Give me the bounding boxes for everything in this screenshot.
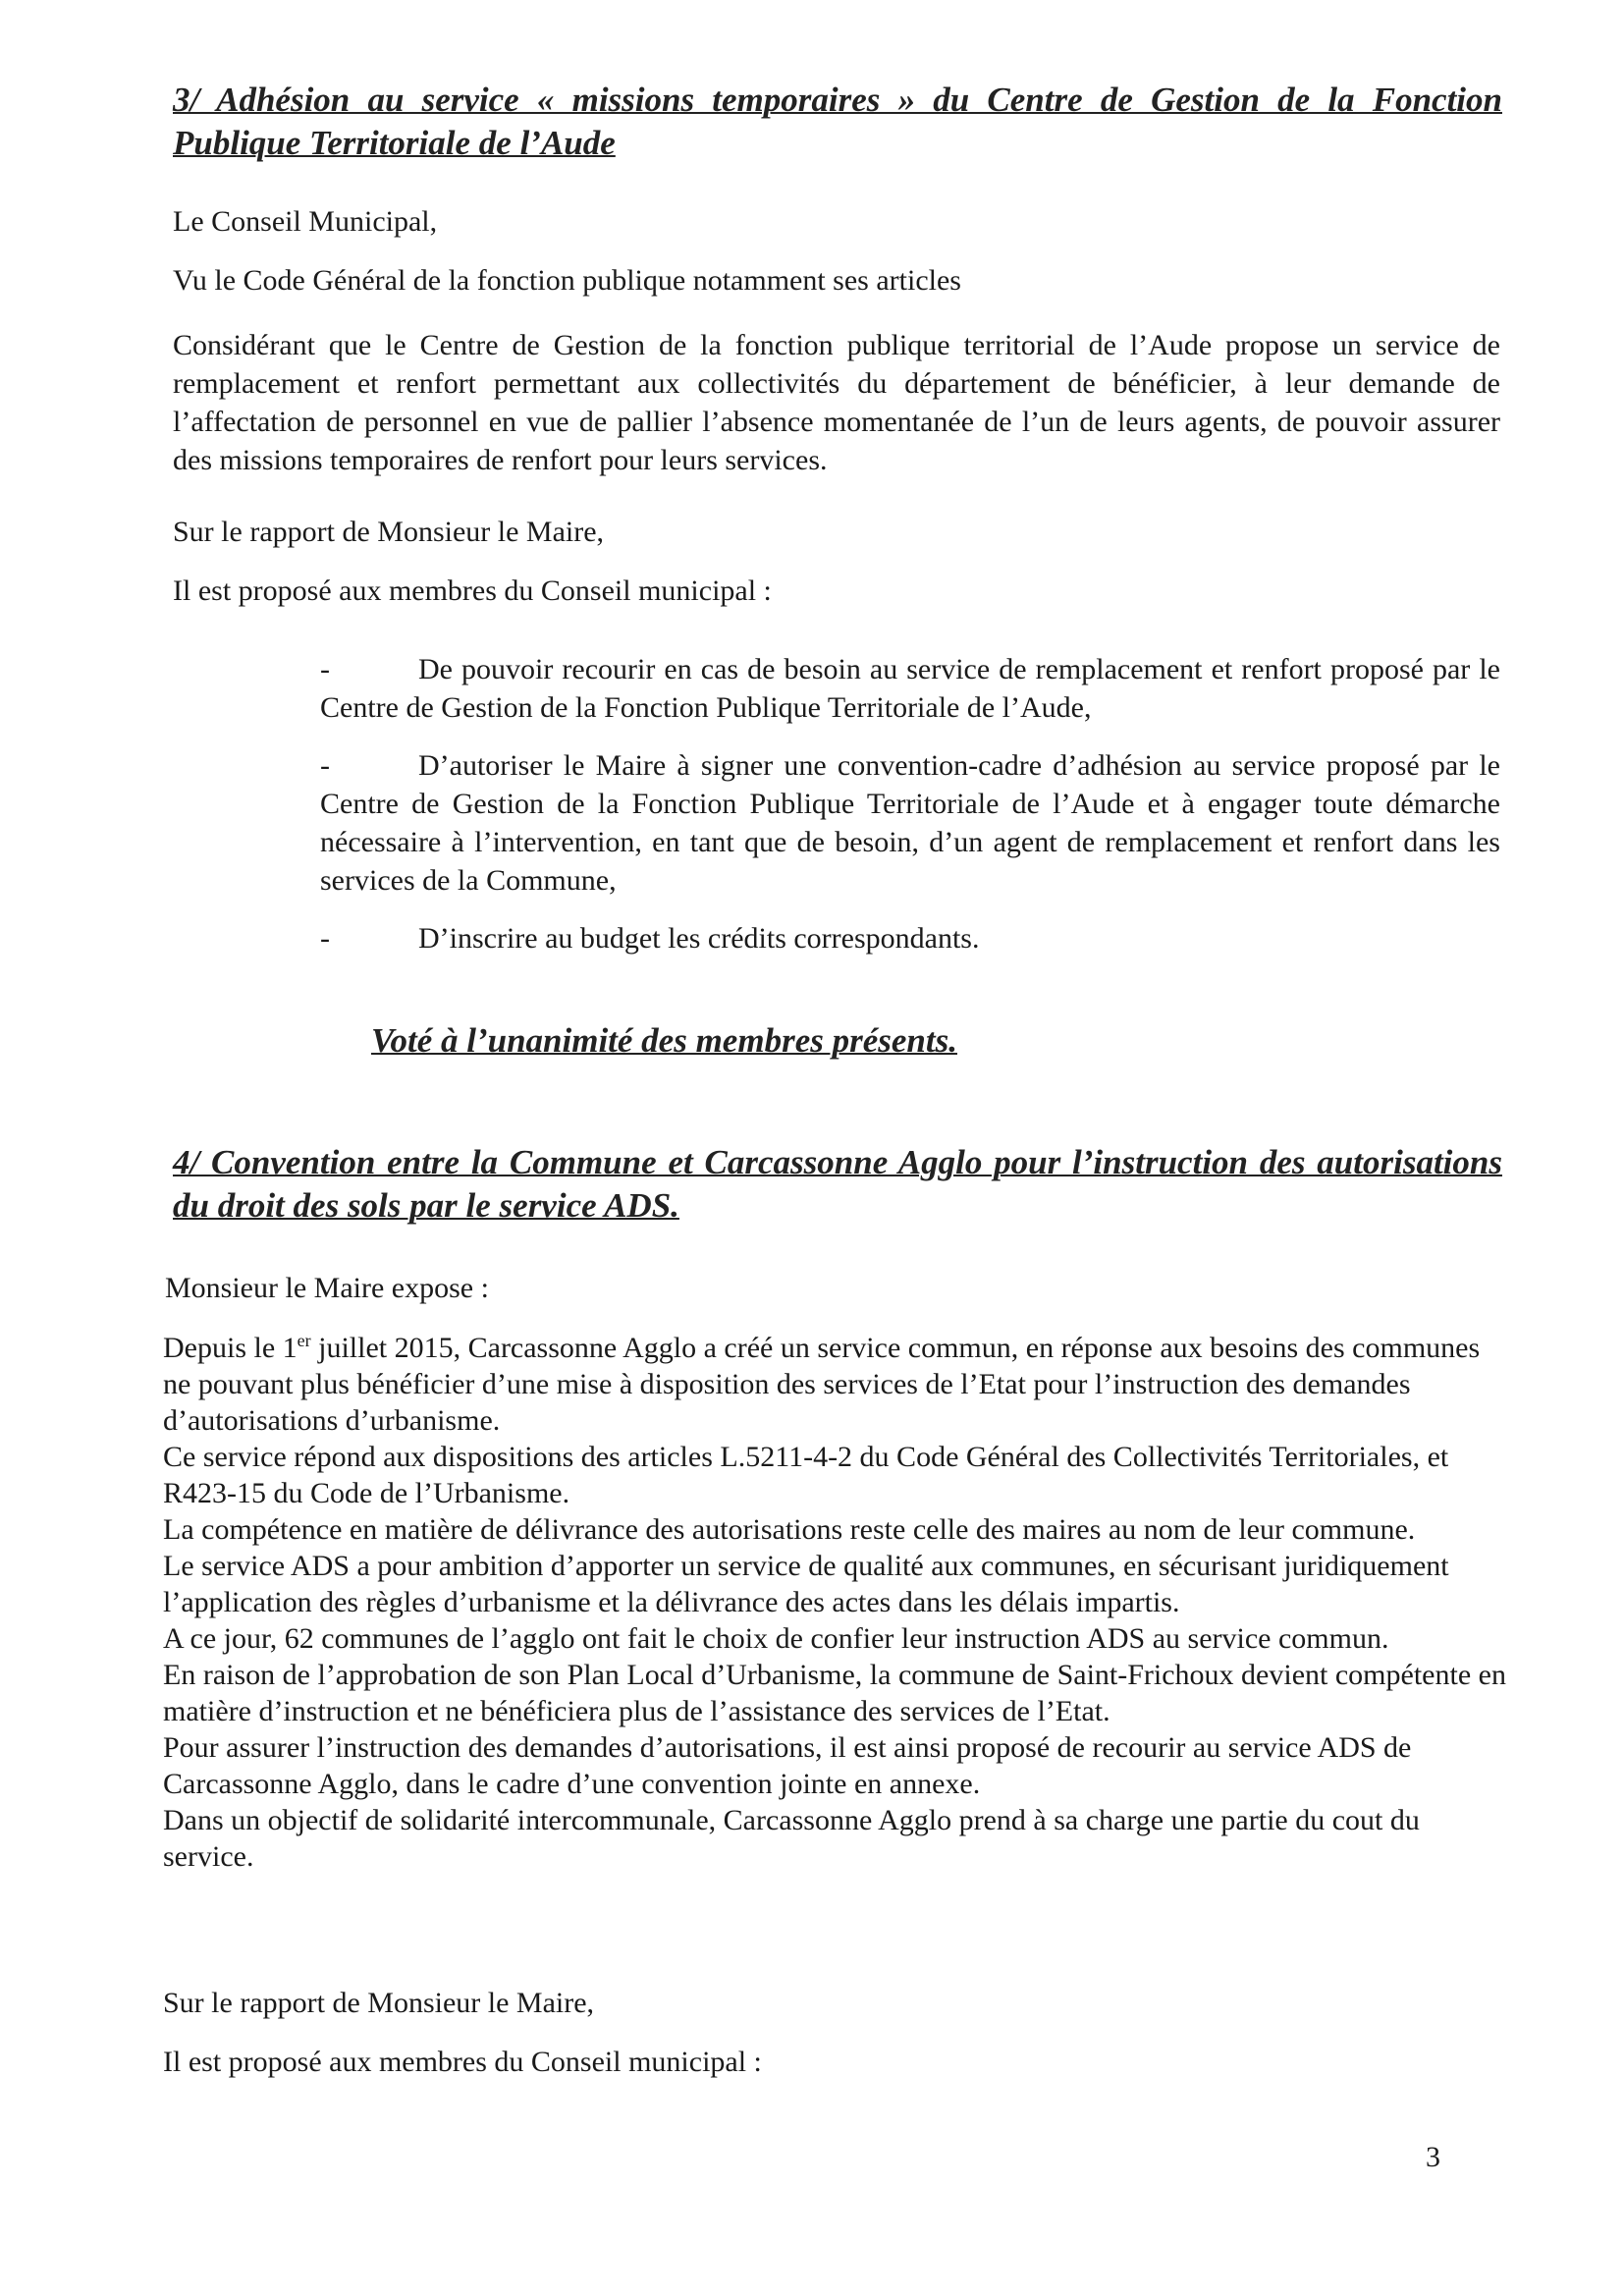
section-3-list-item bbox=[320, 746, 1500, 900]
section-3-paragraph-council: Le Conseil Municipal, bbox=[173, 205, 438, 238]
section-3-title: 3/ Adhésion au service « missions temporaires » du Centre de Gestion de la Fonction Publique Territoriale de l’Aude bbox=[173, 81, 1502, 162]
section-3-list-item bbox=[320, 919, 1500, 957]
section-4-paragraph-proposal: Il est proposé aux membres du Conseil municipal : bbox=[163, 2046, 762, 2078]
vote-result: Voté à l’unanimité des membres présents. bbox=[371, 1021, 957, 1060]
section-4-paragraph-competence: La compétence en matière de délivrance des autorisations reste celle des maires au nom de leur commune. bbox=[163, 1513, 1416, 1546]
section-4-body bbox=[163, 1330, 1508, 1875]
section-3-paragraph-considering: Considérant que le Centre de Gestion de la fonction publique territorial de l’Aude propose un service de remplacement et renfort permettant aux collectivités du département de bénéficier, à leur demande de l’affectation de personnel en vue de pallier l’absence momentanée de l’un de leurs agents, de pouvoir assurer des missions temporaires de renfort pour leurs services. bbox=[173, 329, 1500, 476]
section-3-paragraph-proposal: Il est proposé aux membres du Conseil municipal : bbox=[173, 574, 772, 607]
section-4-paragraph-report: Sur le rapport de Monsieur le Maire, bbox=[163, 1987, 595, 2019]
section-4-paragraph-since: Depuis le 1er juillet 2015, Carcassonne Agglo a créé un service commun, en réponse aux besoins des communes ne pouvant plus bénéficier d’une mise à disposition des services de l’Etat pour l’instruction des demandes d’autorisations d’urbanisme. bbox=[163, 1331, 1481, 1437]
list-dash: - bbox=[320, 653, 330, 685]
list-item-text: D’inscrire au budget les crédits correspondants. bbox=[418, 922, 980, 955]
section-4-paragraph-solidarity: Dans un objectif de solidarité intercommunale, Carcassonne Agglo prend à sa charge une partie du cout du service. bbox=[163, 1804, 1420, 1873]
page-number: 3 bbox=[1426, 2141, 1440, 2173]
section-4-paragraph-ambition: Le service ADS a pour ambition d’apporter un service de qualité aux communes, en sécurisant juridiquement l’application des règles d’urbanisme et la délivrance des actes dans les délais impartis. bbox=[163, 1550, 1449, 1618]
section-4-paragraph-communes: A ce jour, 62 communes de l’agglo ont fait le choix de confier leur instruction ADS au service commun. bbox=[163, 1622, 1389, 1655]
section-3-paragraph-report: Sur le rapport de Monsieur le Maire, bbox=[173, 516, 605, 548]
section-3-paragraph-code: Vu le Code Général de la fonction publique notamment ses articles bbox=[173, 264, 961, 297]
list-item-text: De pouvoir recourir en cas de besoin au service de remplacement et renfort proposé par le Centre de Gestion de la Fonction Publique Territoriale de l’Aude, bbox=[320, 653, 1500, 724]
section-4-paragraph-convention: Pour assurer l’instruction des demandes d’autorisations, il est ainsi proposé de recourir au service ADS de Carcassonne Agglo, dans le cadre d’une convention jointe en annexe. bbox=[163, 1731, 1412, 1800]
section-4-paragraph-articles: Ce service répond aux dispositions des articles L.5211-4-2 du Code Général des Collectivités Territoriales, et R423-15 du Code de l’Urbanisme. bbox=[163, 1441, 1449, 1509]
section-4-intro: Monsieur le Maire expose : bbox=[165, 1272, 489, 1304]
list-dash: - bbox=[320, 922, 330, 955]
list-dash: - bbox=[320, 749, 330, 782]
section-3-list-item bbox=[320, 650, 1500, 727]
section-4-paragraph-plu: En raison de l’approbation de son Plan Local d’Urbanisme, la commune de Saint-Frichoux devient compétente en matière d’instruction et ne bénéficiera plus de l’assistance des services de l’Etat. bbox=[163, 1659, 1506, 1727]
list-item-text: D’autoriser le Maire à signer une convention-cadre d’adhésion au service proposé par le Centre de Gestion de la Fonction Publique Territoriale de l’Aude et à engager toute démarche nécessaire à l’intervention, en tant que de besoin, d’un agent de remplacement et renfort dans les services de la Commune, bbox=[320, 749, 1500, 897]
section-4-title: 4/ Convention entre la Commune et Carcassonne Agglo pour l’instruction des autorisations du droit des sols par le service ADS. bbox=[173, 1143, 1502, 1225]
